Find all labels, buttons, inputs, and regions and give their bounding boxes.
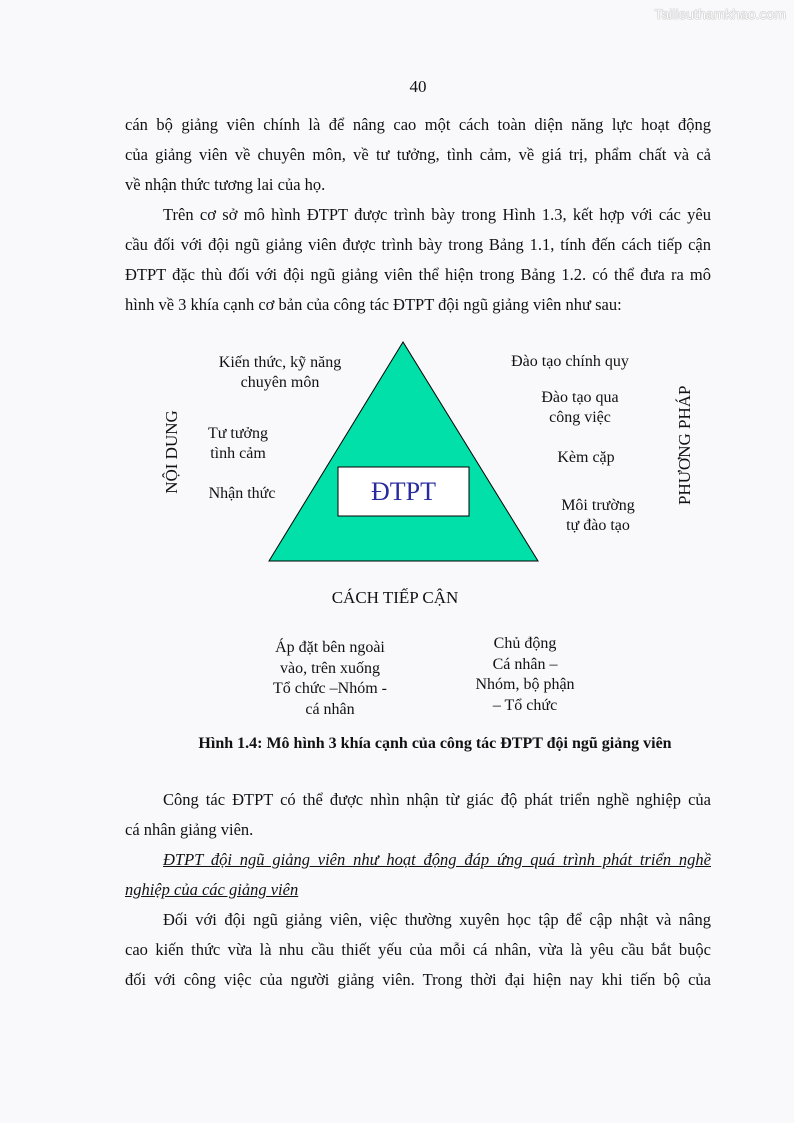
text-line: cầu đối với đội ngũ giảng viên được trình bày trong Bảng 1.1, tính đến cách tiếp cận bbox=[125, 235, 711, 254]
heading-line: ĐTPT đội ngũ giảng viên như hoạt động đáp ứng quá trình phát triển nghề bbox=[163, 850, 711, 869]
text-line: cao kiến thức vừa là nhu cầu thiết yếu của mỗi cá nhân, vừa là yêu cầu bắt buộc bbox=[125, 940, 711, 959]
text-line: cá nhân giảng viên. bbox=[125, 820, 254, 839]
text-line: hình về 3 khía cạnh cơ bản của công tác ĐTPT đội ngũ giảng viên như sau: bbox=[125, 295, 622, 314]
figure-caption: Hình 1.4: Mô hình 3 khía cạnh của công tác ĐTPT đội ngũ giảng viên bbox=[198, 735, 672, 752]
left-axis-label: NỘI DUNG bbox=[162, 410, 181, 494]
content-item: Tư tưởng tình cảm bbox=[207, 425, 269, 462]
method-item: Môi trường tự đào tạo bbox=[561, 497, 635, 534]
section-heading bbox=[125, 850, 711, 870]
method-item: Kèm cặp bbox=[557, 449, 615, 466]
section-heading bbox=[125, 880, 711, 900]
page-number: 40 bbox=[409, 77, 427, 96]
watermark: Tailieuthamkhao.com bbox=[654, 6, 786, 22]
text-line: đối với công việc của người giảng viên. Trong thời đại hiện nay khi tiến bộ của bbox=[125, 970, 711, 989]
heading-line: nghiệp của các giảng viên bbox=[125, 880, 299, 899]
approach-item: Áp đặt bên ngoài vào, trên xuống Tổ chức –Nhóm - cá nhân bbox=[273, 639, 387, 718]
text-line: về nhận thức tương lai của họ. bbox=[125, 175, 326, 194]
method-item: Đào tạo chính quy bbox=[511, 353, 629, 370]
text-line: Công tác ĐTPT có thể được nhìn nhận từ giác độ phát triển nghề nghiệp của bbox=[163, 790, 711, 809]
text-line: Trên cơ sở mô hình ĐTPT được trình bày trong Hình 1.3, kết hợp với các yêu bbox=[163, 205, 711, 224]
text-line: cán bộ giảng viên chính là để nâng cao một cách toàn diện năng lực hoạt động bbox=[125, 115, 711, 134]
content-item: Nhận thức bbox=[208, 485, 276, 502]
center-label: ĐTPT bbox=[371, 477, 436, 506]
content-item: Kiến thức, kỹ năng chuyên môn bbox=[218, 354, 342, 391]
text-line: của giảng viên về chuyên môn, về tư tưởng, tình cảm, về giá trị, phẩm chất và cả bbox=[125, 145, 711, 164]
text-line: Đối với đội ngũ giảng viên, việc thường xuyên học tập để cập nhật và nâng bbox=[163, 910, 711, 929]
bottom-axis-label: CÁCH TIẾP CẬN bbox=[331, 588, 459, 607]
approach-item: Chủ động Cá nhân – Nhóm, bộ phận – Tổ chức bbox=[475, 635, 575, 714]
right-axis-label: PHƯƠNG PHÁP bbox=[675, 385, 694, 505]
method-item: Đào tạo qua công việc bbox=[541, 389, 619, 426]
text-line: ĐTPT đặc thù đối với đội ngũ giảng viên thể hiện trong Bảng 1.2. có thể đưa ra mô bbox=[125, 265, 711, 284]
